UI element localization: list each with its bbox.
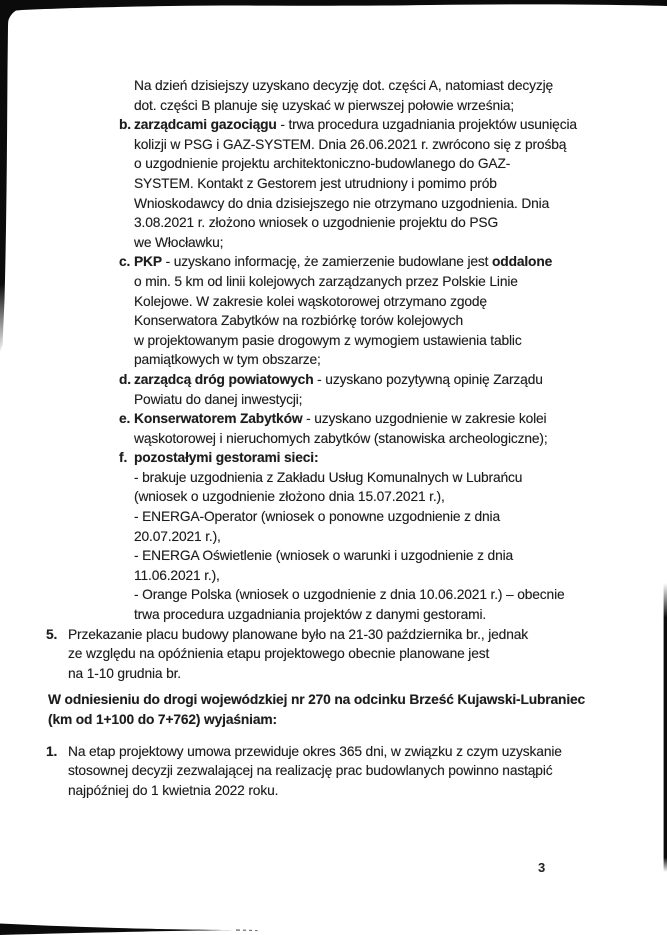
text-line: - brakuje uzgodnienia z Zakładu Usług Komunalnych w Lubrańcu xyxy=(134,469,523,485)
text-line: Na dzień dzisiejszy uzyskano decyzję dot. części A, natomiast decyzję xyxy=(134,78,554,93)
list-marker: e. xyxy=(119,411,131,427)
list-item xyxy=(0,76,667,115)
text-lines xyxy=(134,409,548,448)
text-line: 3.08.2021 r. złożono wniosek o uzgodnienie projektu do PSG xyxy=(134,215,499,231)
document-body xyxy=(0,76,667,800)
list-item xyxy=(0,409,667,448)
text-line: kolizji w PSG i GAZ-SYSTEM. Dnia 26.06.2021 r. zwrócono się z prośbą xyxy=(134,136,567,152)
list-marker: 5. xyxy=(46,626,58,642)
top-edge-artifact xyxy=(0,0,667,12)
text-line: na 1-10 grudnia br. xyxy=(68,665,181,681)
list-marker: c. xyxy=(119,254,131,270)
text-line: Konserwatorem Zabytków - uzyskano uzgodnienie w zakresie kolei xyxy=(134,411,547,427)
text-lines xyxy=(134,115,577,252)
list-item xyxy=(0,252,667,370)
text-line: Wnioskodawcy do dnia dzisiejszego nie otrzymano uzgodnienia. Dnia xyxy=(134,195,550,211)
list-marker: b. xyxy=(119,117,131,133)
text-lines xyxy=(68,742,562,801)
text-line: we Włocławku; xyxy=(134,234,224,250)
text-line: ze względu na opóźnienia etapu projektowego obecnie planowane jest xyxy=(68,646,490,662)
list-item xyxy=(0,115,667,252)
corner-artifact xyxy=(7,7,32,31)
paragraph xyxy=(0,690,667,729)
text-line: Przekazanie placu budowy planowane było na 21-30 października br., jednak xyxy=(68,626,528,642)
text-lines xyxy=(134,370,543,409)
text-line: o uzgodnienie projektu architektoniczno-budowlanego do GAZ- xyxy=(134,156,511,172)
wedge-speckles xyxy=(236,929,258,931)
text-lines xyxy=(134,448,565,624)
text-line: w projektowanym pasie drogowym z wymogiem ustawienia tablic xyxy=(134,332,522,348)
list-item xyxy=(0,448,667,624)
text-line: zarządcami gazociągu - trwa procedura uzgadniania projektów usunięcia xyxy=(134,117,577,133)
text-line: dot. części B planuje się uzyskać w pierwszej połowie września; xyxy=(134,97,515,113)
list-item xyxy=(0,742,667,801)
text-line: SYSTEM. Kontakt z Gestorem jest utrudniony i pomimo prób xyxy=(134,175,497,191)
list-marker: d. xyxy=(119,371,131,387)
bottom-wedge-artifact xyxy=(0,924,233,935)
text-line: (km od 1+100 do 7+762) wyjaśniam: xyxy=(48,712,277,727)
text-line: pamiątkowych w tym obszarze; xyxy=(134,352,321,368)
text-line: najpóźniej do 1 kwietnia 2022 roku. xyxy=(68,782,279,798)
text-line: 11.06.2021 r.), xyxy=(134,567,220,583)
text-line: Powiatu do danej inwestycji; xyxy=(134,391,303,407)
text-line: zarządcą dróg powiatowych - uzyskano pozytywną opinię Zarządu xyxy=(134,371,543,387)
text-line: - ENERGA Oświetlenie (wniosek o warunki i uzgodnienie z dnia xyxy=(134,548,514,564)
text-line: trwa procedura uzgadniania projektów z danymi gestorami. xyxy=(134,607,487,623)
text-line: wąskotorowej i nieruchomych zabytków (stanowiska archeologiczne); xyxy=(134,430,548,446)
text-line: Konserwatora Zabytków na rozbiórkę torów kolejowych xyxy=(134,313,463,329)
list-item xyxy=(0,625,667,684)
text-line: PKP - uzyskano informację, że zamierzenie budowlane jest oddalone xyxy=(134,254,553,270)
text-lines xyxy=(48,690,585,729)
text-lines xyxy=(134,76,553,115)
text-line: - ENERGA-Operator (wniosek o ponowne uzgodnienie z dnia xyxy=(134,509,500,525)
text-line: stosownej decyzji zezwalającej na realizację prac budowlanych powinno nastąpić xyxy=(68,763,553,779)
text-line: pozostałymi gestorami sieci: xyxy=(134,450,319,466)
text-line: - Orange Polska (wniosek o uzgodnienie z dnia 10.06.2021 r.) – obecnie xyxy=(134,587,565,603)
text-line: Kolejowe. W zakresie kolei wąskotorowej otrzymano zgodę xyxy=(134,293,487,309)
text-lines xyxy=(68,625,528,684)
list-marker: 1. xyxy=(46,743,58,759)
text-line: W odniesieniu do drogi wojewódzkiej nr 270 na odcinku Brześć Kujawski-Lubraniec xyxy=(48,692,586,708)
page-number: 3 xyxy=(538,860,546,875)
list-item xyxy=(0,370,667,409)
text-lines xyxy=(134,252,552,370)
text-line: o min. 5 km od linii kolejowych zarządzanych przez Polskie Linie xyxy=(134,273,518,289)
list-marker: f. xyxy=(119,450,128,466)
text-line: 20.07.2021 r.), xyxy=(134,528,221,544)
text-line: (wniosek o uzgodnienie złożono dnia 15.07.2021 r.), xyxy=(134,489,445,505)
text-line: Na etap projektowy umowa przewiduje okres 365 dni, w związku z czym uzyskanie xyxy=(68,743,562,759)
